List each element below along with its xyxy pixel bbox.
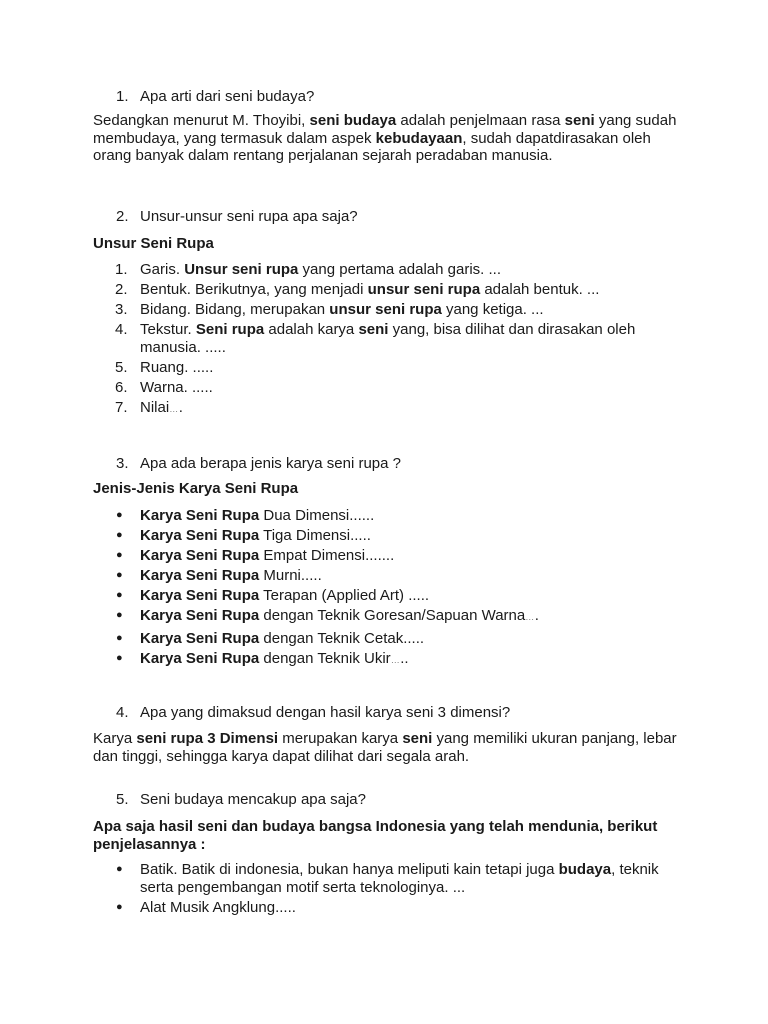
item-text: Alat Musik Angklung..... [140,898,296,916]
ellipsis-mark: … [390,654,401,665]
bullet-icon: ● [116,529,123,542]
answer-4-paragraph [93,730,693,765]
item-text: dengan Teknik Goresan/Sapuan Warna [259,607,526,625]
list-item [93,567,693,585]
item-emphasis: Karya Seni Rupa [140,649,260,667]
bullet-icon: ● [116,569,123,582]
question-text: Unsur-unsur seni rupa apa saja? [140,208,358,225]
item-text: . [178,399,183,417]
item-text: Terapan (Applied Art) ..... [259,587,430,605]
question-text: Apa yang dimaksud dengan hasil karya seni 3 dimensi? [140,704,511,721]
section-heading-jenis: Jenis-Jenis Karya Seni Rupa [93,480,299,497]
item-text: Bidang. Bidang, merupakan [140,301,330,319]
item-emphasis: Seni rupa [195,321,265,339]
answer-text: adalah penjelmaan rasa [396,112,565,129]
item-emphasis: budaya [558,861,612,878]
answer-emphasis: kebudayaan [375,129,463,147]
item-number: 6. [115,378,128,396]
item-emphasis: Karya Seni Rupa [140,567,260,585]
bullet-icon: ● [116,900,123,913]
item-text: Tiga Dimensi..... [259,527,371,545]
bullet-icon: ● [116,609,123,622]
item-emphasis: unsur seni rupa [329,301,442,319]
question-2 [116,208,716,226]
item-number: 1. [115,261,128,278]
question-number: 2. [116,208,129,225]
ellipsis-mark: … [525,612,535,623]
list-item [93,507,693,525]
question-text: Apa ada berapa jenis karya seni rupa ? [140,455,402,472]
item-number: 2. [115,281,128,299]
list-item [93,607,693,627]
item-emphasis: Karya Seni Rupa [140,507,260,524]
item-number: 3. [115,301,128,319]
item-text: Empat Dimensi....... [259,547,395,565]
bullet-icon: ● [116,589,123,602]
item-text: . [534,607,539,625]
list-item [93,547,693,565]
answer-text: Karya [93,730,137,747]
question-5 [116,791,716,809]
answer-1-paragraph [93,112,693,165]
list-item [93,379,693,397]
unsur-list [93,261,693,421]
item-text: dengan Teknik Cetak..... [259,629,425,647]
item-text: Tekstur. [140,321,196,339]
ellipsis-mark: … [169,404,179,415]
item-text: yang, bisa dilihat dan dirasakan oleh manusia. ..... [140,321,636,356]
item-text: .. [400,649,409,667]
list-item [93,359,693,377]
list-item [93,861,693,896]
question-number: 1. [116,88,129,105]
item-text: Warna. ..... [140,378,213,396]
item-text: Nilai [140,399,170,417]
item-number: 5. [115,358,128,376]
list-item [93,301,693,319]
jenis-list [93,507,693,672]
list-item [93,261,693,279]
bullet-icon: ● [116,509,123,521]
item-number: 4. [115,321,128,339]
item-text: Dua Dimensi...... [259,507,375,524]
item-text: Garis. [140,261,185,278]
item-text: dengan Teknik Ukir [259,649,391,667]
item-emphasis: Karya Seni Rupa [140,607,260,625]
question-number: 5. [116,791,129,808]
question-text: Seni budaya mencakup apa saja? [140,791,366,808]
item-text: yang ketiga. ... [441,301,544,319]
item-text: Bentuk. Berikutnya, yang menjadi [140,281,368,299]
item-emphasis: Karya Seni Rupa [140,527,260,545]
item-emphasis: seni [358,321,389,339]
item-text: Murni..... [259,567,322,585]
item-text: adalah bentuk. ... [480,281,600,299]
answer-emphasis: seni [402,730,433,747]
answer-text: Sedangkan menurut M. Thoyibi, [93,112,310,129]
question-text: Apa arti dari seni budaya? [140,88,315,105]
list-item [93,630,693,648]
answer-emphasis: seni budaya [309,112,397,129]
item-text: Ruang. ..... [140,358,214,376]
list-item [93,899,693,917]
list-item [93,281,693,299]
answer-emphasis: seni rupa 3 Dimensi [136,730,279,747]
answer-text: merupakan karya [278,730,403,747]
answer-text: , sudah dapatdirasakan oleh orang banyak dalam rentang perjalanan sejarah peradaban manusia. [93,129,651,164]
question-4 [116,704,716,722]
bullet-icon: ● [116,631,123,644]
item-emphasis: Karya Seni Rupa [140,587,260,605]
answer-text: yang sudah membudaya, yang termasuk dalam aspek [93,112,677,147]
item-text: Batik. Batik di indonesia, bukan hanya meliputi kain tetapi juga [140,861,559,878]
item-text: yang pertama adalah garis. ... [298,261,502,278]
section-heading-hasil: Apa saja hasil seni dan budaya bangsa Indonesia yang telah mendunia, berikut penjelasannya : [93,818,658,853]
item-emphasis: Karya Seni Rupa [140,547,260,565]
question-number: 3. [116,455,129,472]
question-number: 4. [116,704,129,721]
item-text: adalah karya [264,321,359,339]
question-1 [116,88,716,106]
list-item [93,587,693,605]
bullet-icon: ● [116,863,123,875]
list-item [93,527,693,545]
answer-text: yang memiliki ukuran panjang, lebar dan tinggi, sehingga karya dapat dilihat dari segala arah. [93,730,677,765]
section-heading-unsur: Unsur Seni Rupa [93,235,214,252]
bullet-icon: ● [116,549,123,562]
answer-emphasis: seni [564,112,595,129]
list-item [93,399,693,419]
item-text: , teknik serta pengembangan motif serta teknologinya. ... [140,861,659,896]
hasil-list [93,861,693,919]
item-emphasis: Karya Seni Rupa [140,629,260,647]
item-emphasis: unsur seni rupa [367,281,481,299]
item-number: 7. [115,399,128,417]
list-item [93,650,693,670]
item-emphasis: Unsur seni rupa [184,261,299,278]
list-item [93,321,693,356]
bullet-icon: ● [116,651,123,664]
question-3 [116,455,716,473]
